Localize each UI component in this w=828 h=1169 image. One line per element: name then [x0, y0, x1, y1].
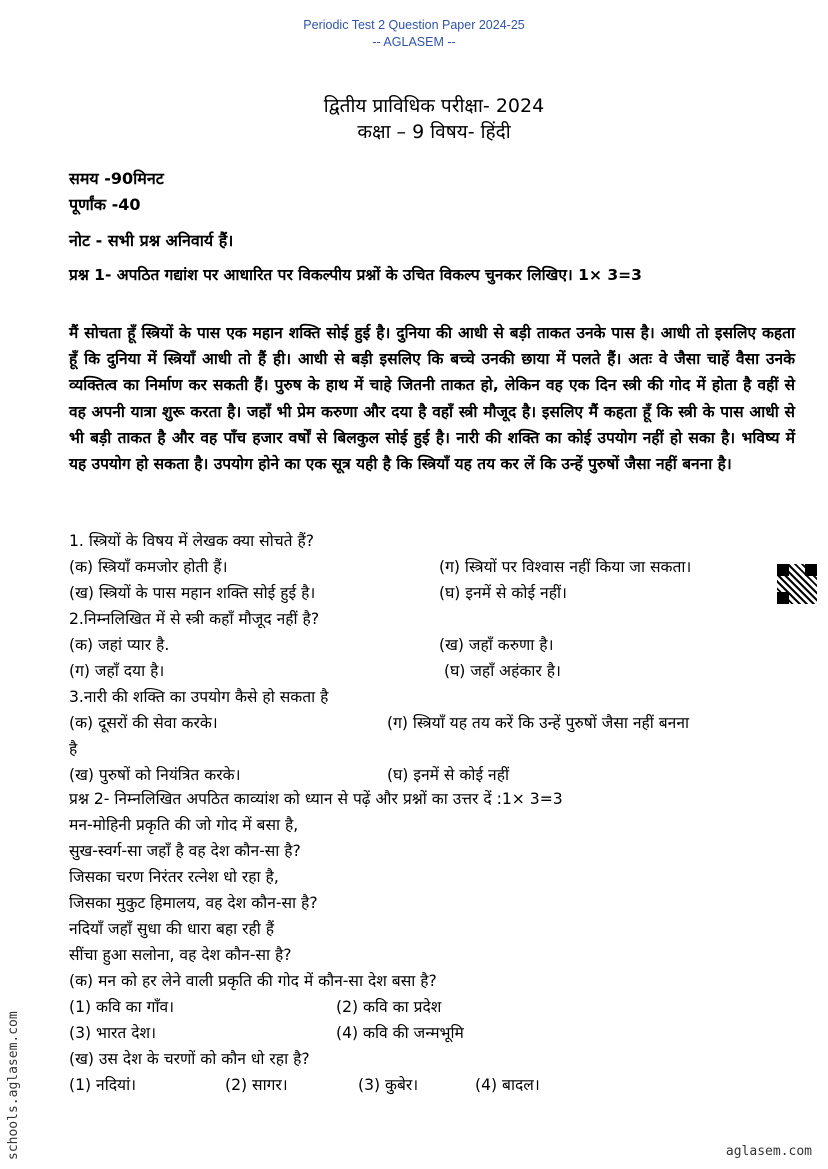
- q1-sub1-option-d: (घ) इनमें से कोई नहीं।: [439, 584, 567, 602]
- q2-subA-option-3: (3) भारत देश।: [69, 1024, 157, 1042]
- q2-subB-option-1: (1) नदियां।: [69, 1076, 137, 1094]
- header-source: -- AGLASEM --: [372, 35, 456, 49]
- poem-line: जिसका चरण निरंतर रत्नेश धो रहा है,: [69, 868, 279, 886]
- q2-subB-question: (ख) उस देश के चरणों को कौन धो रहा है?: [69, 1050, 310, 1068]
- question-1-heading: प्रश्न 1- अपठित गद्यांश पर आधारित पर विकल्पीय प्रश्नों के उचित विकल्प चुनकर लिखिए। 1× 3=3: [69, 266, 642, 284]
- class-subject: कक्षा – 9 विषय- हिंदी: [357, 121, 511, 143]
- exam-title: द्वितीय प्राविधिक परीक्षा- 2024: [323, 95, 545, 117]
- unseen-passage: मैं सोचता हूँ स्त्रियों के पास एक महान शक्ति सोई हुई है। दुनिया की आधी से बड़ी ताकत उनके पास है। आधी तो इसलिए कहता हूँ कि दुनिया में स्त्रियाँ आधी तो हैं ही। आधी से बड़ी इसलिए कि बच्चे उनकी छाया में पलते हैं। अतः वे जैसा चाहें वैसा उनके व्यक्तित्व का निर्माण कर सकती हैं। पुरुष के हाथ में चाहे जितनी ताकत हो, लेकिन वह एक दिन स्त्री की गोद में होता है वहीं से वह अपनी यात्रा शुरू करता है। जहाँ भी प्रेम करुणा और दया है वहाँ स्त्री मौजूद है। इसलिए मैं कहता हूँ कि स्त्री के पास आधी से भी बड़ी ताकत है और वह पाँच हजार वर्षों से बिलकुल सोई हुई है। नारी की शक्ति का कोई उपयोग नहीं हो सका है। भविष्य में यह उपयोग हो सकता है। उपयोग होने का एक सूत्र यही है कि स्त्रियाँ यह तय कर लें कि उन्हें पुरुषों जैसा नहीं बनना है।: [69, 324, 795, 474]
- max-marks: पूर्णांक -40: [69, 195, 141, 214]
- q2-subB-option-4: (4) बादल।: [475, 1076, 540, 1094]
- q1-sub2-question: 2.निम्नलिखित में से स्त्री कहाँ मौजूद नहीं है?: [69, 610, 320, 628]
- q2-subA-option-1: (1) कवि का गाँव।: [69, 998, 175, 1016]
- q2-subA-option-4: (4) कवि की जन्मभूमि: [336, 1024, 464, 1042]
- instructions-note: नोट - सभी प्रश्न अनिवार्य हैं।: [69, 231, 234, 250]
- poem-line: सुख-स्वर्ग-सा जहाँ है वह देश कौन-सा है?: [69, 842, 301, 860]
- q1-sub2-option-d: (घ) जहाँ अहंकार है।: [444, 662, 561, 680]
- side-watermark-url[interactable]: schools.aglasem.com: [6, 1011, 21, 1160]
- q2-subB-option-3: (3) कुबेर।: [358, 1076, 419, 1094]
- q1-sub2-option-a: (क) जहां प्यार है.: [69, 636, 170, 654]
- q1-sub2-option-b: (ख) जहाँ करुणा है।: [439, 636, 554, 654]
- poem-line: मन-मोहिनी प्रकृति की जो गोद में बसा है,: [69, 816, 299, 834]
- poem-line: जिसका मुकुट हिमालय, वह देश कौन-सा है?: [69, 894, 318, 912]
- question-2-heading: प्रश्न 2- निम्नलिखित अपठित काव्यांश को ध्यान से पढ़ें और प्रश्नों का उत्तर दें :1× 3=3: [69, 790, 563, 808]
- q1-sub1-option-c: (ग) स्त्रियों पर विश्वास नहीं किया जा सकता।: [439, 558, 692, 576]
- q1-sub3-option-d: (घ) इनमें से कोई नहीं: [387, 766, 510, 784]
- q1-sub3-option-b: (ख) पुरुषों को नियंत्रित करके।: [69, 766, 241, 784]
- q1-sub1-option-b: (ख) स्त्रियों के पास महान शक्ति सोई हुई है।: [69, 584, 316, 602]
- poem-line: नदियाँ जहाँ सुधा की धारा बहा रही हैं: [69, 920, 275, 938]
- header-title: Periodic Test 2 Question Paper 2024-25: [303, 18, 525, 32]
- q1-sub3-question: 3.नारी की शक्ति का उपयोग कैसे हो सकता है: [69, 688, 329, 706]
- q1-sub3-option-c-cont: है: [69, 740, 78, 758]
- time-allowed: समय -90मिनट: [69, 169, 164, 188]
- q1-sub1-question: 1. स्त्रियों के विषय में लेखक क्या सोचते हैं?: [69, 532, 315, 550]
- poem-line: सींचा हुआ सलोना, वह देश कौन-सा है?: [69, 946, 292, 964]
- q1-sub1-option-a: (क) स्त्रियाँ कमजोर होती हैं।: [69, 558, 228, 576]
- qr-code: [776, 563, 818, 605]
- footer-url[interactable]: aglasem.com: [725, 1144, 812, 1159]
- q1-sub3-option-a: (क) दूसरों की सेवा करके।: [69, 714, 218, 732]
- q2-subA-option-2: (2) कवि का प्रदेश: [336, 998, 442, 1016]
- document-header: [0, 17, 828, 51]
- q1-sub3-option-c: (ग) स्त्रियाँ यह तय करें कि उन्हें पुरुषों जैसा नहीं बनना: [387, 714, 690, 732]
- q1-sub2-option-c: (ग) जहाँ दया है।: [69, 662, 165, 680]
- q2-subB-option-2: (2) सागर।: [225, 1076, 288, 1094]
- q2-subA-question: (क) मन को हर लेने वाली प्रकृति की गोद में कौन-सा देश बसा है?: [69, 972, 437, 990]
